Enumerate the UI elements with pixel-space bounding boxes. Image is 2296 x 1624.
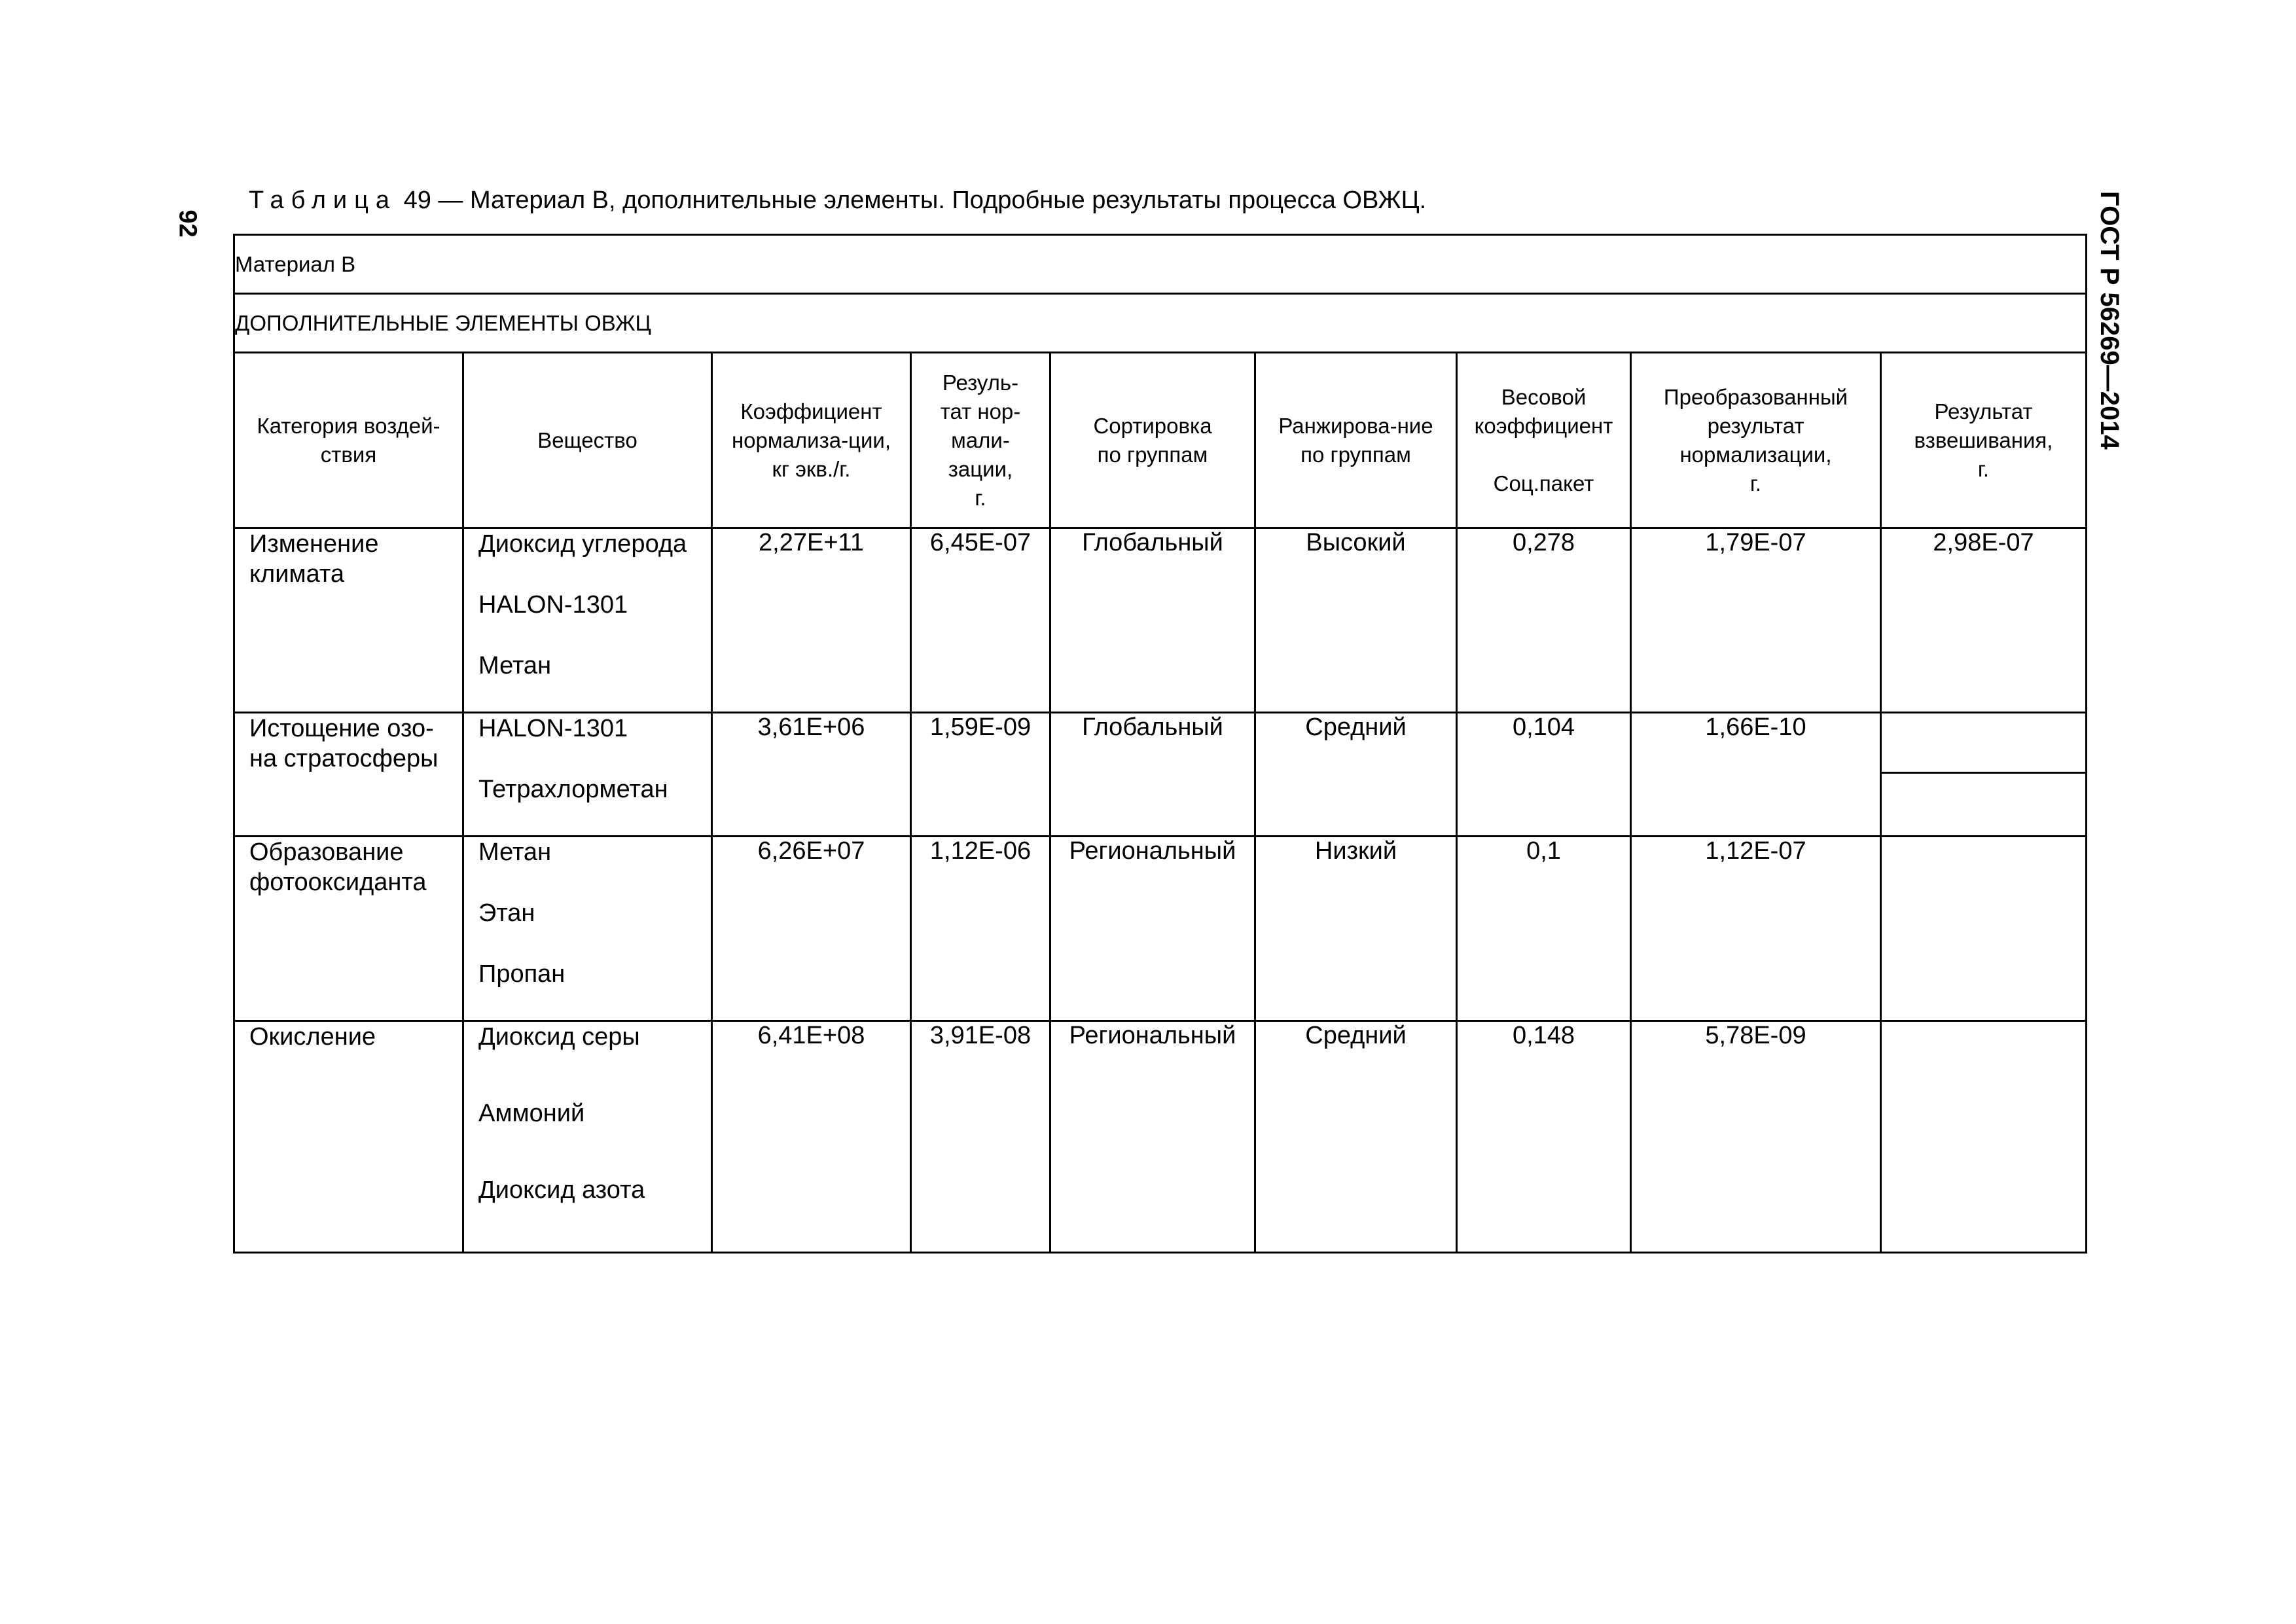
result-cell: 1,59E-09 [911, 713, 1050, 837]
coef-cell: 2,27E+11 [712, 528, 911, 713]
table-row [234, 713, 2087, 837]
material-cell: Материал В [234, 235, 2087, 294]
rank-cell: Низкий [1255, 837, 1457, 1021]
rank-cell: Средний [1255, 1021, 1457, 1253]
weight-cell: 0,1 [1457, 837, 1631, 1021]
header-row [234, 353, 2087, 528]
coef-cell: 6,41E+08 [712, 1021, 911, 1253]
sort-cell: Глобальный [1050, 713, 1255, 837]
substance-cell: Диоксид серы Аммоний Диоксид азота [463, 1021, 712, 1253]
section-cell: ДОПОЛНИТЕЛЬНЫЕ ЭЛЕМЕНТЫ ОВЖЦ [234, 294, 2087, 353]
rank-cell: Средний [1255, 713, 1457, 837]
weight-cell: 0,278 [1457, 528, 1631, 713]
table-row [234, 528, 2087, 713]
result-cell: 6,45E-07 [911, 528, 1050, 713]
standard-designation: ГОСТ Р 56269—2014 [2095, 191, 2124, 450]
category-cell: Окисление [234, 1021, 463, 1253]
substance-cell: Метан Этан Пропан [463, 837, 712, 1021]
rank-cell: Высокий [1255, 528, 1457, 713]
sort-cell: Глобальный [1050, 528, 1255, 713]
header-weighted-result: Результат взвешивания, г. [1881, 353, 2087, 528]
converted-cell: 5,78E-09 [1631, 1021, 1881, 1253]
sort-cell: Региональный [1050, 1021, 1255, 1253]
weighted-cell [1881, 713, 2087, 837]
header-substance: Вещество [463, 353, 712, 528]
header-converted-result: Преобразованный результат нормализации, г. [1631, 353, 1881, 528]
converted-cell: 1,12E-07 [1631, 837, 1881, 1021]
weighted-cell [1881, 1021, 2087, 1253]
weighted-cell: 2,98E-07 [1881, 528, 2087, 713]
coef-cell: 3,61E+06 [712, 713, 911, 837]
results-table [233, 234, 2087, 1254]
header-normalization-coef: Коэффициент нормализа-ции, кг экв./г. [712, 353, 911, 528]
caption-title: Материал В, дополнительные элементы. Подробные результаты процесса ОВЖЦ. [469, 187, 1427, 214]
converted-cell: 1,79E-07 [1631, 528, 1881, 713]
result-cell: 3,91E-08 [911, 1021, 1050, 1253]
result-cell: 1,12E-06 [911, 837, 1050, 1021]
material-row [234, 235, 2087, 294]
category-cell: Изменение климата [234, 528, 463, 713]
coef-cell: 6,26E+07 [712, 837, 911, 1021]
header-normalization-result: Резуль- тат нор- мали- зации, г. [911, 353, 1050, 528]
section-row [234, 294, 2087, 353]
category-cell: Истощение озо- на стратосферы [234, 713, 463, 837]
weighted-cell [1881, 837, 2087, 1021]
table-row [234, 1021, 2087, 1253]
table-row [234, 837, 2087, 1021]
caption-dash: — [438, 187, 463, 214]
sort-cell: Региональный [1050, 837, 1255, 1021]
table-caption [249, 187, 1426, 215]
page-number: 92 [173, 209, 202, 238]
substance-cell: HALON-1301 Тетрахлорметан [463, 713, 712, 837]
caption-number: 49 [403, 187, 431, 214]
caption-label: Таблица [249, 187, 397, 214]
cell-divider [1882, 772, 2085, 774]
substance-cell: Диоксид углерода HALON-1301 Метан [463, 528, 712, 713]
weight-cell: 0,104 [1457, 713, 1631, 837]
weight-cell: 0,148 [1457, 1021, 1631, 1253]
header-group-rank: Ранжирова-ние по группам [1255, 353, 1457, 528]
header-weight-coef: Весовой коэффициент Соц.пакет [1457, 353, 1631, 528]
header-group-sort: Сортировка по группам [1050, 353, 1255, 528]
converted-cell: 1,66E-10 [1631, 713, 1881, 837]
header-category: Категория воздей- ствия [234, 353, 463, 528]
category-cell: Образование фотооксиданта [234, 837, 463, 1021]
